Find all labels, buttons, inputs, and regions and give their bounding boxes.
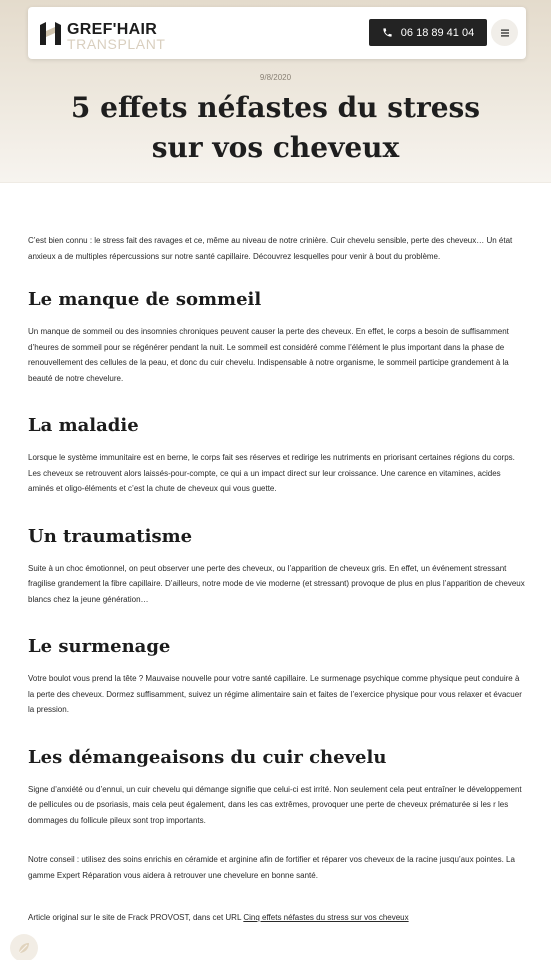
phone-icon	[382, 27, 393, 38]
section-heading-sommeil: Le manque de sommeil	[28, 289, 262, 310]
section-text-sommeil: Un manque de sommeil ou des insomnies chroniques peuvent causer la perte des cheveux. En effet, le corps a besoin de suffisamment d’heures de sommeil pour se régénérer pendant la nuit. Le sommeil est considéré comme l’élément le plus important dans la phase de renouvellement des cellules de la peau, et donc du cuir chevelu. Indispensable à notre organisme, le sommeil participe grandement à la beauté de notre chevelure.	[28, 327, 509, 383]
logo-icon	[38, 21, 64, 47]
section-heading-surmenage: Le surmenage	[28, 636, 171, 657]
section-heading-demangeaisons: Les démangeaisons du cuir chevelu	[28, 746, 387, 768]
menu-icon	[501, 29, 509, 37]
source-prefix: Article original sur le site de Frack PROVOST, dans cet URL	[28, 913, 244, 922]
floating-badge[interactable]	[10, 934, 38, 960]
site-logo[interactable]	[38, 20, 198, 50]
leaf-icon	[16, 940, 32, 956]
source-line	[28, 910, 526, 926]
section-text-maladie: Lorsque le système immunitaire est en berne, le corps fait ses réserves et redirige les nutriments en priorisant certaines régions du corps. Les cheveux se retrouvent alors laissés-pour-compte, ce qui a un impact direct sur leur croissance. Une carence en vitamines, acides aminés et oligo-éléments et c’est la chute de cheveux qui vous guette.	[28, 453, 515, 493]
phone-call-button[interactable]	[369, 19, 487, 46]
logo-wordmark-bottom: TRANSPLANT	[67, 36, 166, 52]
post-date: 9/8/2020	[259, 73, 292, 82]
section-heading-maladie: La maladie	[28, 415, 139, 436]
advice-paragraph: Notre conseil : utilisez des soins enrichis en céramide et arginine afin de fortifier et réparer vos cheveux de la racine jusqu’aux pointes. La gamme Expert Réparation vous aidera à retrouver une chevelure en bonne santé.	[28, 855, 515, 880]
page-title: 5 effets néfastes du stress sur vos cheveux	[70, 91, 481, 164]
phone-number: 06 18 89 41 04	[400, 26, 475, 39]
logo-wordmark-top: GREF'HAIR	[67, 21, 158, 38]
section-text-demangeaisons: Signe d’anxiété ou d’ennui, un cuir chevelu qui démange signifie que celui-ci est irrité. Non seulement cela peut entraîner le développement de pellicules ou de psoriasis, mais cela peut également, dans les cas extrêmes, provoquer une perte de cheveux prématurée si les r les dommages du follicule pileux sont trop importants.	[28, 784, 522, 825]
source-link[interactable]: Cinq effets néfastes du stress sur vos cheveux	[243, 913, 409, 922]
article-body	[28, 233, 526, 926]
top-navbar	[28, 7, 526, 59]
section-text-surmenage: Votre boulot vous prend la tête ? Mauvaise nouvelle pour votre santé capillaire. Le surmenage psychique comme physique peut conduire à la perte des cheveux. Dormez suffisamment, suivez un régime alimentaire sain et faites de l’exercice physique pour vous relaxer et évacuer la pression.	[28, 674, 522, 714]
hero-banner	[0, 0, 551, 183]
menu-button[interactable]	[491, 19, 518, 46]
section-text-traumatisme: Suite à un choc émotionnel, on peut observer une perte des cheveux, ou l’apparition de cheveux gris. En effet, un événement stressant fragilise grandement la fibre capillaire. D’ailleurs, notre mode de vie moderne (et stressant) provoque de plus en plus l’apparition de cheveux blancs chez la jeune génération…	[28, 563, 525, 604]
article-intro: C’est bien connu : le stress fait des ravages et ce, même au niveau de notre crinière. Cuir chevelu sensible, perte des cheveux… Un état anxieux a de multiples répercussions sur notre santé capillaire. Découvrez lesquelles pour venir à bout du problème.	[28, 236, 513, 261]
section-heading-traumatisme: Un traumatisme	[28, 525, 193, 547]
